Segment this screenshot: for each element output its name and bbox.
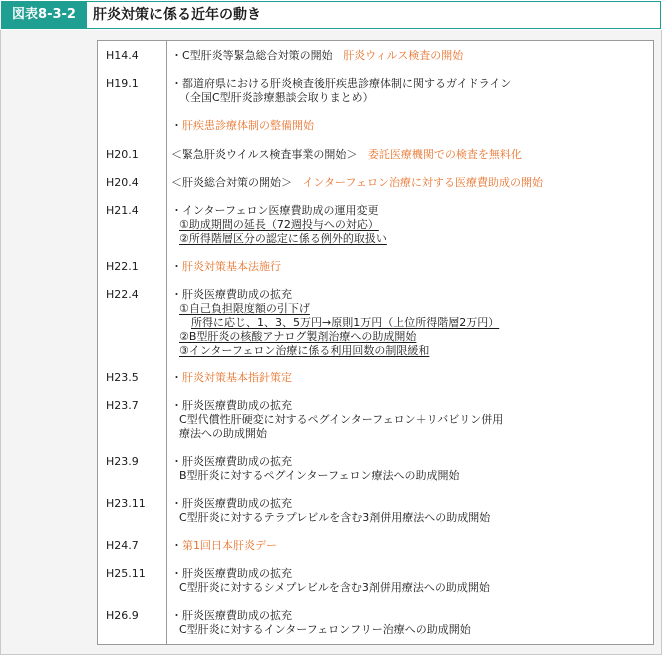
- event-text: C型肝炎に対するシメプレビルを含む3剤併用療法への助成開始: [179, 581, 490, 594]
- event-text: ・都道府県における肝炎検査後肝疾患診療体制に関するガイドライン: [171, 77, 512, 90]
- row-event: [171, 77, 511, 133]
- event-text: ・肝炎医療費助成の拡充: [171, 399, 292, 412]
- sub-item-detail: 所得に応じ、1、3、5万円→原則1万円（上位所得階層2万円）: [191, 316, 500, 329]
- bullet: ・: [171, 371, 182, 384]
- sub-item: ②所得階層区分の認定に係る例外的取扱い: [179, 232, 387, 245]
- row-event: [171, 609, 471, 637]
- event-text: C型肝炎に対するテラプレビルを含む3剤併用療法への助成開始: [179, 511, 491, 524]
- highlight-text: 肝炎対策基本指針策定: [182, 371, 292, 384]
- highlight-text: 委託医療機関での検査を無料化: [367, 148, 522, 161]
- column-divider: [166, 41, 167, 644]
- row-event: [171, 371, 292, 385]
- row-date: H22.4: [106, 288, 139, 301]
- title-box: [87, 1, 661, 29]
- event-text: （全国C型肝炎診療懇談会取りまとめ）: [179, 91, 374, 104]
- figure-header: [0, 0, 662, 30]
- highlight-text: 肝疾患診療体制の整備開始: [182, 119, 314, 132]
- row-event: [171, 567, 490, 595]
- sub-item: ②B型肝炎の核酸アナログ製剤治療への助成開始: [179, 330, 417, 343]
- bullet: ・: [171, 119, 182, 132]
- event-text: ・C型肝炎等緊急総合対策の開始: [171, 49, 333, 62]
- bullet: ・: [171, 539, 182, 552]
- row-event: [171, 204, 387, 246]
- row-event: [171, 399, 503, 441]
- event-text: ・肝炎医療費助成の拡充: [171, 609, 292, 622]
- row-date: H19.1: [106, 77, 139, 90]
- highlight-text: 第1回日本肝炎デー: [182, 539, 277, 552]
- sub-item: ①自己負担限度額の引下げ: [179, 302, 310, 315]
- row-date: H25.11: [106, 567, 146, 580]
- event-text: ・肝炎医療費助成の拡充: [171, 567, 292, 580]
- row-date: H14.4: [106, 49, 139, 62]
- highlight-text: インターフェロン治療に対する医療費助成の開始: [302, 176, 543, 189]
- row-date: H23.7: [106, 399, 139, 412]
- event-text: ・インターフェロン医療費助成の運用変更: [171, 204, 379, 217]
- timeline-table: [97, 40, 654, 645]
- row-date: H26.9: [106, 609, 139, 622]
- event-text: ＜緊急肝炎ウイルス検査事業の開始＞: [171, 148, 358, 161]
- event-text: C型肝炎に対するインターフェロンフリー治療への助成開始: [179, 623, 471, 636]
- row-date: H23.5: [106, 371, 139, 384]
- event-text: C型代償性肝硬変に対するペグインターフェロン＋リバビリン併用: [179, 413, 504, 426]
- event-text: ・肝炎医療費助成の拡充: [171, 288, 292, 301]
- highlight-text: 肝炎対策基本法施行: [182, 260, 281, 273]
- event-line: [171, 119, 511, 133]
- row-date: H23.9: [106, 455, 139, 468]
- row-date: H20.4: [106, 176, 139, 189]
- sub-item: ③インターフェロン治療に係る利用回数の制限緩和: [179, 344, 430, 357]
- figure-number-badge: 図表8-3-2: [1, 1, 87, 29]
- figure-title: 肝炎対策に係る近年の動き: [93, 7, 261, 23]
- row-event: [171, 49, 463, 63]
- row-date: H24.7: [106, 539, 139, 552]
- event-text: B型肝炎に対するペグインターフェロン療法への助成開始: [179, 469, 460, 482]
- event-text: ＜肝炎総合対策の開始＞: [171, 176, 292, 189]
- row-date: H23.11: [106, 497, 146, 510]
- row-event: [171, 455, 459, 483]
- event-text: ・肝炎医療費助成の拡充: [171, 455, 292, 468]
- bullet: ・: [171, 260, 182, 273]
- event-text: 療法への助成開始: [179, 427, 267, 440]
- row-date: H21.4: [106, 204, 139, 217]
- row-event: [171, 288, 499, 358]
- highlight-text: 肝炎ウィルス検査の開始: [343, 49, 464, 62]
- row-event: [171, 497, 490, 525]
- row-event: [171, 176, 543, 190]
- row-event: [171, 148, 522, 162]
- row-event: [171, 260, 281, 274]
- row-date: H20.1: [106, 148, 139, 161]
- event-text: ・肝炎医療費助成の拡充: [171, 497, 292, 510]
- sub-item: ①助成期間の延長（72週投与への対応）: [179, 218, 379, 231]
- row-event: [171, 539, 277, 553]
- row-date: H22.1: [106, 260, 139, 273]
